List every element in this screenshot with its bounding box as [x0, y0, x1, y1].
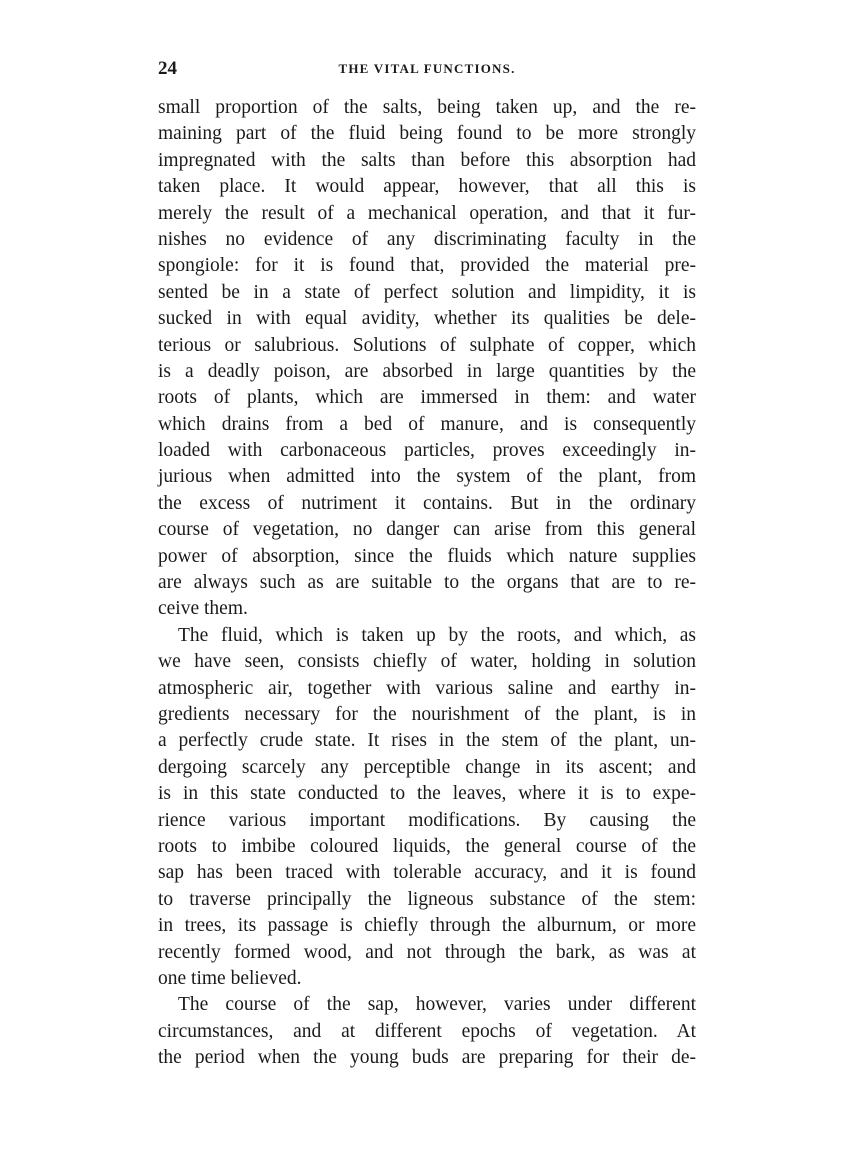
- paragraph: [158, 623, 696, 992]
- text-line: small proportion of the salts, being taken up, and the re-: [158, 97, 696, 118]
- text-line: one time believed.: [158, 967, 302, 989]
- text-line: a perfectly crude state. It rises in the stem of the plant, un-: [158, 730, 696, 752]
- text-line: sented be in a state of perfect solution and limpidity, it is: [158, 281, 696, 303]
- text-line: roots to imbibe coloured liquids, the general course of the: [158, 835, 696, 857]
- text-line: recently formed wood, and not through the bark, as was at: [158, 941, 696, 963]
- text-line: ceive them.: [158, 598, 248, 620]
- text-line: which drains from a bed of manure, and is consequently: [158, 413, 696, 435]
- text-line: roots of plants, which are immersed in them: and water: [158, 387, 696, 409]
- text-line: impregnated with the salts than before this absorption had: [158, 149, 696, 171]
- text-line: dergoing scarcely any perceptible change in its ascent; and: [158, 756, 696, 778]
- text-line: rience various important modifications. By causing the: [158, 809, 696, 831]
- text-line: the excess of nutriment it contains. But in the ordinary: [158, 492, 696, 514]
- text-line: power of absorption, since the fluids which nature supplies: [158, 545, 696, 567]
- text-line: sucked in with equal avidity, whether its qualities be dele-: [158, 308, 696, 330]
- running-head: [158, 58, 696, 86]
- text-line: taken place. It would appear, however, that all this is: [158, 176, 696, 198]
- body-text: [158, 95, 696, 1071]
- text-line: The course of the sap, however, varies under different: [178, 994, 696, 1016]
- page-number: 24: [158, 58, 177, 79]
- paragraph: [158, 992, 696, 1071]
- text-line: is a deadly poison, are absorbed in large quantities by the: [158, 360, 696, 382]
- paragraph: [158, 95, 696, 623]
- text-line: spongiole: for it is found that, provided the material pre-: [158, 255, 696, 277]
- text-line: merely the result of a mechanical operation, and that it fur-: [158, 202, 696, 224]
- running-title: THE VITAL FUNCTIONS.: [338, 61, 516, 76]
- text-line: are always such as are suitable to the organs that are to re-: [158, 572, 696, 594]
- text-line: we have seen, consists chiefly of water, holding in solution: [158, 651, 696, 673]
- text-line: jurious when admitted into the system of the plant, from: [158, 466, 696, 488]
- text-line: nishes no evidence of any discriminating faculty in the: [158, 228, 696, 250]
- text-line: maining part of the fluid being found to be more strongly: [158, 123, 696, 145]
- text-line: terious or salubrious. Solutions of sulphate of copper, which: [158, 334, 696, 356]
- text-line: to traverse principally the ligneous substance of the stem:: [158, 888, 696, 910]
- text-line: sap has been traced with tolerable accuracy, and it is found: [158, 862, 696, 884]
- text-line: in trees, its passage is chiefly through the alburnum, or more: [158, 915, 696, 937]
- text-line: is in this state conducted to the leaves, where it is to expe-: [158, 783, 696, 805]
- text-line: atmospheric air, together with various saline and earthy in-: [158, 677, 696, 699]
- text-line: the period when the young buds are preparing for their de-: [158, 1047, 696, 1069]
- text-line: gredients necessary for the nourishment of the plant, is in: [158, 703, 696, 725]
- text-line: loaded with carbonaceous particles, proves exceedingly in-: [158, 440, 696, 462]
- text-line: course of vegetation, no danger can arise from this general: [158, 519, 696, 541]
- text-line: circumstances, and at different epochs of vegetation. At: [158, 1020, 696, 1042]
- text-line: The fluid, which is taken up by the roots, and which, as: [178, 624, 696, 646]
